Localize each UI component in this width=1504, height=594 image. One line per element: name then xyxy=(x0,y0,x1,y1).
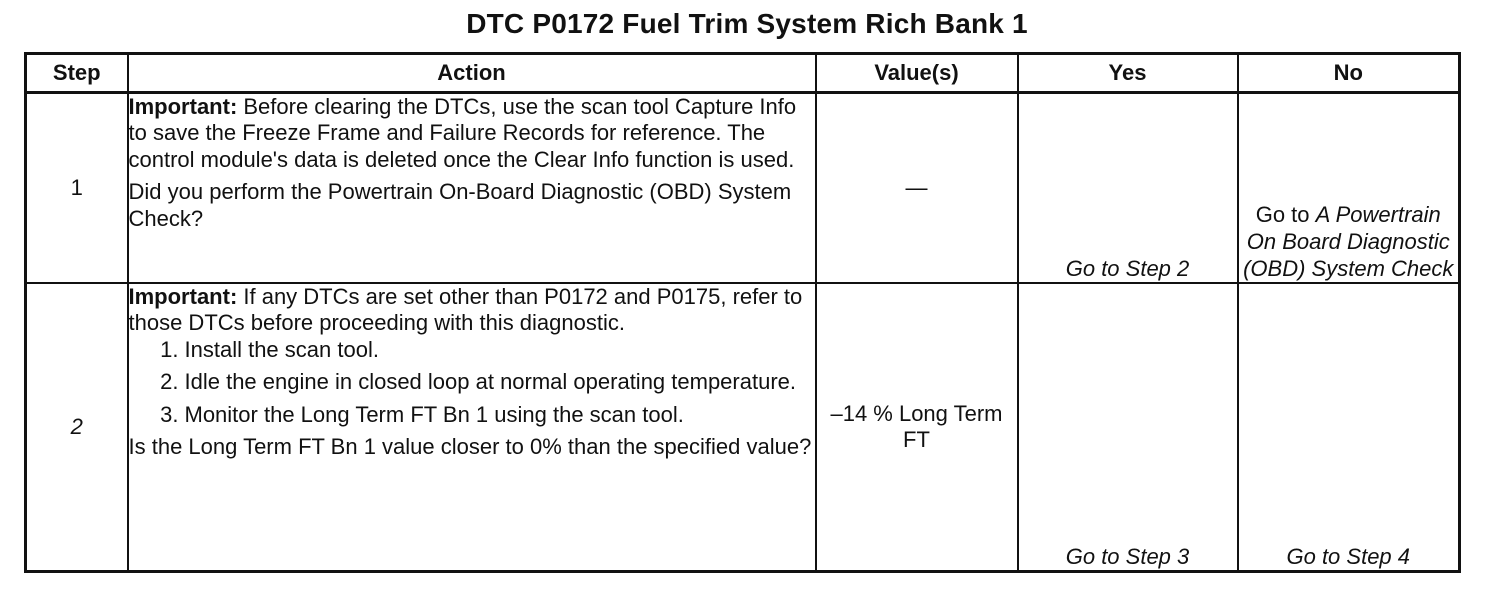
important-label: Important: xyxy=(128,94,238,119)
no-link-prefix: Go to xyxy=(1255,202,1316,227)
no-link[interactable]: Go to Step 4 xyxy=(1238,283,1460,572)
list-item xyxy=(129,337,815,363)
table-row xyxy=(26,283,1460,572)
substep-number: 1. xyxy=(160,336,179,362)
yes-link[interactable]: Go to Step 3 xyxy=(1018,283,1238,572)
page-title: DTC P0172 Fuel Trim System Rich Bank 1 xyxy=(466,8,1028,39)
column-header-action: Action xyxy=(128,54,816,93)
important-text: Before clearing the DTCs, use the scan tool Capture Info to save the Freeze Frame and Failure Records for reference. The control module's data is deleted once the Clear Info function is used. xyxy=(128,94,797,172)
table-row xyxy=(26,93,1460,284)
yes-link[interactable]: Go to Step 2 xyxy=(1018,93,1238,284)
substep-number: 2. xyxy=(160,369,179,395)
substep-list xyxy=(129,337,815,428)
important-label: Important: xyxy=(128,284,238,309)
column-header-step: Step xyxy=(26,54,128,93)
important-text: If any DTCs are set other than P0172 and P0175, refer to those DTCs before proceeding with this diagnostic. xyxy=(128,284,803,336)
table-header-row xyxy=(26,54,1460,93)
action-question: Did you perform the Powertrain On-Board Diagnostic (OBD) System Check? xyxy=(128,179,792,231)
step-number: 2 xyxy=(26,283,128,572)
column-header-yes: Yes xyxy=(1018,54,1238,93)
column-header-values: Value(s) xyxy=(816,54,1018,93)
important-note xyxy=(129,284,815,337)
no-link[interactable] xyxy=(1238,93,1460,284)
substep-text: Idle the engine in closed loop at normal operating temperature. xyxy=(184,369,796,395)
column-header-no: No xyxy=(1238,54,1460,93)
value-cell: –14 % Long Term FT xyxy=(816,283,1018,572)
important-note xyxy=(129,94,815,173)
value-cell: — xyxy=(816,93,1018,284)
substep-text: Monitor the Long Term FT Bn 1 using the scan tool. xyxy=(184,401,684,427)
step-number: 1 xyxy=(26,93,128,284)
action-cell xyxy=(128,93,816,284)
list-item xyxy=(129,402,815,428)
action-cell xyxy=(128,283,816,572)
substep-number: 3. xyxy=(160,401,179,427)
dtc-table xyxy=(24,52,1461,573)
no-link-target: A Powertrain On Board Diagnostic (OBD) System Check xyxy=(1243,202,1454,281)
substep-text: Install the scan tool. xyxy=(184,336,379,362)
list-item xyxy=(129,369,815,395)
action-question: Is the Long Term FT Bn 1 value closer to 0% than the specified value? xyxy=(128,433,812,459)
